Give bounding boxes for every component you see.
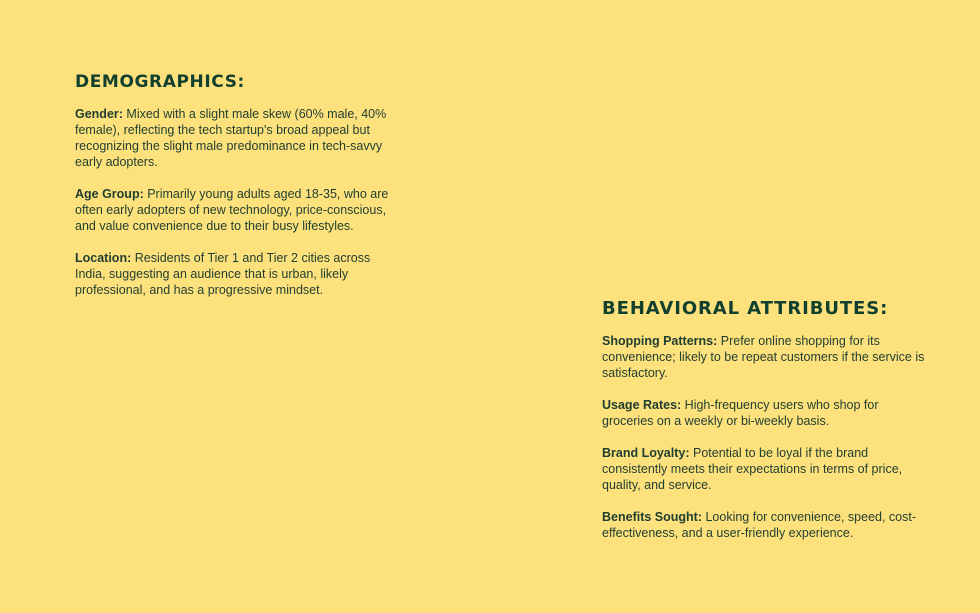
location-text: Residents of Tier 1 and Tier 2 cities across India, suggesting an audience that is urban, likely professional, and has a progressive mindset. [75, 251, 371, 297]
shopping-patterns-text: Prefer online shopping for its convenience; likely to be repeat customers if the service is satisfactory. [602, 334, 925, 380]
behavioral-usage-paragraph [602, 397, 932, 429]
age-group-text: Primarily young adults aged 18-35, who are often early adopters of new technology, price-conscious, and value convenience due to their busy lifestyles. [75, 187, 389, 233]
gender-label: Gender: [75, 107, 123, 121]
age-group-label: Age Group: [75, 187, 144, 201]
gender-text: Mixed with a slight male skew (60% male, 40% female), reflecting the tech startup's broad appeal but recognizing the slight male predominance in tech-savvy early adopters. [75, 107, 387, 169]
behavioral-benefits-paragraph [602, 509, 932, 541]
demographics-age-paragraph [75, 186, 395, 234]
brand-loyalty-label: Brand Loyalty: [602, 446, 690, 460]
behavioral-loyalty-paragraph [602, 445, 932, 493]
demographics-section [75, 72, 395, 314]
usage-rates-text: High-frequency users who shop for groceries on a weekly or bi-weekly basis. [602, 398, 879, 428]
usage-rates-label: Usage Rates: [602, 398, 682, 412]
demographics-gender-paragraph [75, 106, 395, 170]
benefits-sought-label: Benefits Sought: [602, 510, 702, 524]
demographics-location-paragraph [75, 250, 395, 298]
benefits-sought-text: Looking for convenience, speed, cost-effectiveness, and a user-friendly experience. [602, 510, 917, 540]
demographics-heading: DEMOGRAPHICS: [75, 72, 245, 92]
location-label: Location: [75, 251, 132, 265]
behavioral-shopping-paragraph [602, 333, 932, 381]
brand-loyalty-text: Potential to be loyal if the brand consistently meets their expectations in terms of price, quality, and service. [602, 446, 903, 492]
shopping-patterns-label: Shopping Patterns: [602, 334, 718, 348]
behavioral-section [602, 298, 932, 557]
behavioral-heading: BEHAVIORAL ATTRIBUTES: [602, 298, 889, 319]
